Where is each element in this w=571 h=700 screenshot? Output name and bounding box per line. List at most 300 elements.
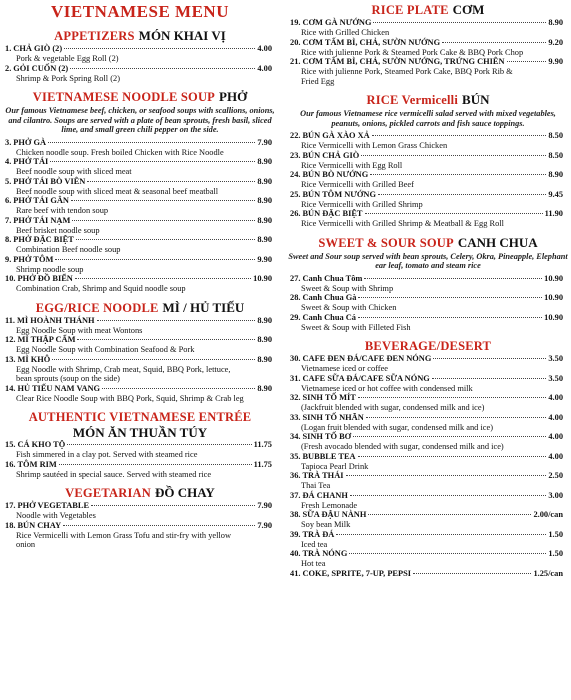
menu-section — [287, 92, 569, 229]
item-name: SINH TỐ BƠ — [302, 432, 352, 442]
menu-section — [287, 338, 569, 579]
item-description: bean sprouts (soup on the side) — [16, 374, 120, 384]
section-title-vn: MÌ / HỦ TIẾU — [162, 299, 245, 315]
section-title-vn: BÚN — [462, 92, 490, 107]
item-name: PHỞ TÔM — [13, 254, 54, 264]
section-title-vn: PHỞ — [219, 89, 248, 104]
item-description: Combination Beef noodle soup — [16, 245, 121, 255]
dot-leader — [70, 68, 255, 69]
item-description: (Fresh avocado blended with sugar, condensed milk and ice) — [301, 442, 504, 452]
item-number: 20. — [290, 37, 301, 47]
menu-item-row — [287, 530, 569, 540]
item-name: COKE, SPRITE, 7-UP, PEPSI — [302, 568, 412, 578]
dot-leader — [55, 259, 255, 260]
menu-item-row — [287, 413, 569, 423]
menu-item — [2, 521, 278, 550]
menu-item — [287, 569, 569, 579]
menu-item — [2, 335, 278, 355]
section-subtitle: MÓN ĂN THUẦN TÚY — [72, 425, 208, 441]
menu-item — [287, 549, 569, 569]
item-name: BÚN CHAY — [17, 520, 62, 530]
menu-item — [2, 235, 278, 255]
menu-item-row — [2, 44, 278, 54]
item-name: BÚN CHẢ GIÒ — [302, 150, 360, 160]
item-name: SINH TỐ NHÃN — [302, 412, 364, 422]
menu-item — [2, 64, 278, 84]
dot-leader — [71, 200, 255, 201]
item-price: 8.90 — [548, 170, 563, 180]
item-description: Beef noodle soup with sliced meat & seasonal beef meatball — [16, 186, 219, 196]
menu-item-row — [287, 18, 569, 28]
item-name: CÁ KHO TỘ — [17, 440, 66, 450]
item-name: CAFE ĐEN ĐÁ/CAFE ĐEN NÓNG — [302, 354, 432, 364]
section-description: Our famous Vietnamese rice vermicelli salad served with mixed vegetables, peanuts, onions, pickled carrots and fish sauce toppings. — [300, 109, 556, 128]
dot-leader — [349, 553, 546, 554]
item-description: Egg Noodle Soup with meat Wontons — [16, 325, 143, 335]
menu-item-row — [287, 569, 569, 579]
menu-item-row — [287, 209, 569, 219]
item-name: CAFE SỮA ĐÁ/CAFE SỮA NÓNG — [302, 373, 430, 383]
menu-item-row — [287, 131, 569, 141]
item-price: 8.90 — [257, 176, 272, 186]
item-description: Beef noodle soup with sliced meat — [16, 167, 132, 177]
item-number: 29. — [290, 312, 301, 322]
menu-item — [2, 384, 278, 404]
item-number: 40. — [290, 549, 301, 559]
item-number: 25. — [290, 189, 301, 199]
item-name: MÌ THẬP CẨM — [17, 335, 76, 345]
menu-item-row — [287, 274, 569, 284]
section-heading — [2, 89, 278, 105]
menu-item-row — [287, 374, 569, 384]
item-price: 7.90 — [257, 520, 272, 530]
item-number: 35. — [290, 451, 301, 461]
section-title-vn: CƠM — [452, 2, 485, 17]
menu-item — [2, 138, 278, 158]
menu-section — [2, 28, 278, 83]
dot-leader — [353, 436, 546, 437]
menu-item-row — [2, 274, 278, 284]
section-title-vn: ĐỒ CHAY — [154, 485, 215, 501]
item-name: BÚN ĐẶC BIỆT — [302, 209, 363, 219]
item-price: 10.90 — [544, 273, 563, 283]
item-number: 11. — [5, 315, 16, 325]
menu-item — [2, 44, 278, 64]
item-price: 4.00 — [257, 63, 272, 73]
item-price: 8.90 — [257, 157, 272, 167]
item-name: CƠM TẤM BÌ, CHẢ, SƯỜN NƯỚNG — [302, 37, 441, 47]
item-name: PHỞ GÀ — [13, 137, 47, 147]
item-number: 1. — [5, 44, 12, 53]
item-number: 34. — [290, 432, 301, 442]
section-title-vn: CANH CHUA — [457, 234, 538, 250]
menu-title: VIETNAMESE MENU — [51, 2, 229, 21]
item-name: BÚN TÔM NƯỚNG — [302, 189, 376, 199]
item-number: 32. — [290, 393, 301, 403]
item-number: 8. — [5, 235, 12, 245]
dot-leader — [365, 213, 543, 214]
menu-item — [287, 432, 569, 452]
section-heading — [287, 235, 569, 251]
menu-item — [287, 190, 569, 210]
item-description: Rice with Grilled Chicken — [301, 28, 390, 37]
item-description: Vietnamese iced or coffee — [301, 364, 388, 374]
right-sections — [287, 2, 569, 579]
item-name: GỎI CUỐN (2) — [13, 63, 69, 73]
dot-leader — [64, 48, 255, 49]
dot-leader — [373, 22, 546, 23]
item-description: Beef brisket noodle soup — [16, 225, 100, 235]
item-description: Chicken noodle soup. Fresh boiled Chicken with Rice Noodle — [16, 147, 224, 157]
item-price: 8.90 — [257, 335, 272, 345]
dot-leader — [50, 161, 255, 162]
section-heading — [287, 338, 569, 354]
item-name: TRÀ THÁI — [302, 471, 344, 481]
item-number: 10. — [5, 274, 16, 284]
item-price: 1.25/can — [533, 568, 563, 578]
menu-section — [287, 235, 569, 333]
section-title-en: VEGETARIAN — [65, 486, 151, 501]
menu-item-row — [2, 196, 278, 206]
item-price: 9.45 — [548, 189, 563, 199]
dot-leader — [350, 495, 547, 496]
dot-leader — [358, 317, 542, 318]
menu-item — [287, 131, 569, 151]
item-name: ĐÁ CHANH — [302, 490, 348, 500]
item-description: Sweet & Soup with Chicken — [301, 303, 397, 313]
item-number: 24. — [290, 170, 301, 180]
item-name: TÔM RIM — [17, 459, 57, 469]
menu-item — [287, 452, 569, 472]
item-price: 11.75 — [253, 459, 272, 469]
item-description: Shrimp sautéed in special sauce. Served with steamed rice — [16, 469, 212, 479]
item-name: Canh Chua Cá — [302, 312, 356, 322]
dot-leader — [442, 42, 546, 43]
item-description: Pork & vegetable Egg Roll (2) — [16, 54, 119, 63]
menu-item-row — [2, 460, 278, 470]
dot-leader — [346, 475, 547, 476]
section-heading — [287, 2, 569, 18]
dot-leader — [361, 155, 546, 156]
menu-item-row — [2, 501, 278, 511]
item-price: 7.90 — [257, 501, 272, 511]
menu-item-row — [287, 510, 569, 520]
section-heading — [287, 92, 569, 108]
menu-item — [2, 177, 278, 197]
item-number: 14. — [5, 383, 16, 393]
dot-leader — [67, 444, 251, 445]
item-description: Rice with julienne Pork, Steamed Pork Cake, BBQ Pork Rib & — [301, 67, 513, 76]
item-price: 8.90 — [257, 383, 272, 393]
menu-item — [287, 530, 569, 550]
item-number: 13. — [5, 354, 16, 364]
item-description: Soy bean Milk — [301, 520, 351, 530]
dot-leader — [372, 135, 547, 136]
dot-leader — [59, 464, 252, 465]
item-number: 31. — [290, 373, 301, 383]
item-price: 8.50 — [548, 150, 563, 160]
left-column — [2, 0, 278, 550]
item-description: Vietnamese iced or hot coffee with condensed milk — [301, 383, 473, 393]
item-description: Sweet & Soup with Filleted Fish — [301, 322, 411, 332]
menu-item-row — [2, 440, 278, 450]
item-description: Egg Noodle with Shrimp, Crab meat, Squid, BBQ Pork, lettuce, — [16, 364, 231, 374]
section-heading — [2, 485, 278, 501]
dot-leader — [52, 359, 255, 360]
item-number: 17. — [5, 501, 16, 511]
item-price: 4.00 — [257, 44, 272, 53]
item-price: 10.90 — [544, 312, 563, 322]
item-name: MÌ HOÀNH THÁNH — [17, 315, 95, 325]
item-number: 21. — [290, 57, 301, 66]
menu-item-row — [2, 216, 278, 226]
menu-item-row — [287, 491, 569, 501]
dot-leader — [432, 378, 547, 379]
menu-item — [2, 274, 278, 294]
menu-item-row — [287, 293, 569, 303]
item-number: 12. — [5, 335, 16, 345]
item-description: Rice Vermicelli with Grilled Shrimp — [301, 199, 423, 209]
menu-item-row — [287, 313, 569, 323]
item-price: 2.50 — [548, 471, 563, 481]
item-name: SỮA ĐẬU NÀNH — [302, 510, 367, 520]
section-title-en: SWEET & SOUR SOUP — [318, 235, 454, 250]
item-number: 38. — [290, 510, 301, 520]
menu-section — [2, 409, 278, 479]
menu-item — [287, 18, 569, 38]
menu-item — [2, 196, 278, 216]
menu-item-row — [287, 38, 569, 48]
item-number: 22. — [290, 131, 301, 141]
item-name: PHỞ TÁI GÂN — [13, 196, 69, 206]
item-number: 41. — [290, 568, 301, 578]
menu-item-row — [287, 549, 569, 559]
item-description: Rice Vermicelli with Grilled Beef — [301, 180, 414, 190]
item-price: 4.00 — [548, 432, 563, 442]
item-number: 33. — [290, 412, 301, 422]
menu-section — [2, 89, 278, 294]
left-sections — [2, 28, 278, 550]
dot-leader — [76, 239, 256, 240]
menu-item — [2, 355, 278, 384]
menu-item — [287, 209, 569, 229]
section-title-en: VIETNAMESE NOODLE SOUP — [32, 90, 216, 104]
menu-item — [287, 57, 569, 86]
dot-leader — [63, 525, 255, 526]
item-number: 6. — [5, 196, 12, 206]
item-price: 3.50 — [548, 373, 563, 383]
item-description: Shrimp noodle soup — [16, 264, 84, 274]
item-price: 1.50 — [548, 529, 563, 539]
item-number: 36. — [290, 471, 301, 481]
menu-item-row — [2, 157, 278, 167]
item-price: 9.90 — [548, 57, 563, 66]
dot-leader — [72, 220, 255, 221]
item-name: PHỞ TÁI NẠM — [13, 215, 71, 225]
dot-leader — [413, 573, 531, 574]
section-title-en: RICE PLATE — [371, 3, 449, 17]
item-price: 9.20 — [548, 37, 563, 47]
item-name: Canh Chua Tôm — [302, 273, 363, 283]
item-price: 9.90 — [257, 254, 272, 264]
item-name: TRÀ NÓNG — [302, 549, 348, 559]
menu-item — [287, 393, 569, 413]
menu-item-row — [2, 64, 278, 74]
section-heading — [2, 28, 278, 44]
item-description: Fish simmered in a clay pot. Served with steamed rice — [16, 450, 198, 460]
item-description: Clear Rice Noodle Soup with BBQ Pork, Squid, Shrimp & Crab leg — [16, 393, 244, 403]
item-description: Thai Tea — [301, 481, 331, 491]
dot-leader — [366, 417, 547, 418]
item-price: 8.90 — [257, 315, 272, 325]
menu-item — [287, 471, 569, 491]
item-number: 18. — [5, 520, 16, 530]
dot-leader — [48, 142, 255, 143]
menu-item-row — [2, 177, 278, 187]
menu-item — [287, 313, 569, 333]
menu-item — [2, 440, 278, 460]
menu-section — [2, 300, 278, 404]
item-name: CƠM GÀ NƯỚNG — [302, 18, 372, 27]
item-price: 3.50 — [548, 354, 563, 364]
item-description: Rice Vermicelli with Lemon Grass Chicken — [301, 141, 448, 151]
menu-item-row — [2, 335, 278, 345]
item-description: Sweet & Soup with Shrimp — [301, 283, 394, 293]
item-description: Rice Vermicelli with Egg Roll — [301, 160, 403, 170]
menu-item-row — [2, 235, 278, 245]
item-description: Shrimp & Pork Spring Roll (2) — [16, 73, 120, 83]
item-description: Rice Vermicelli with Lemon Grass Tofu and stir-fry with yellow — [16, 530, 232, 540]
menu-item — [287, 274, 569, 294]
item-name: SINH TỐ MÍT — [302, 393, 356, 403]
item-description: Iced tea — [301, 539, 328, 549]
item-price: 8.50 — [548, 131, 563, 141]
item-number: 37. — [290, 490, 301, 500]
dot-leader — [97, 320, 256, 321]
dot-leader — [75, 278, 251, 279]
item-number: 9. — [5, 254, 12, 264]
menu-item-row — [2, 138, 278, 148]
item-description: Noodle with Vegetables — [16, 511, 96, 521]
menu-item — [287, 354, 569, 374]
menu-item-row — [287, 393, 569, 403]
item-price: 8.90 — [257, 354, 272, 364]
menu-item-row — [287, 190, 569, 200]
dot-leader — [378, 194, 546, 195]
section-title-en: EGG/RICE NOODLE — [35, 300, 159, 315]
item-description: Combination Crab, Shrimp and Squid noodle soup — [16, 284, 186, 294]
dot-leader — [433, 358, 546, 359]
item-name: TRÀ ĐÁ — [302, 529, 335, 539]
menu-item-row — [287, 432, 569, 442]
item-price: 7.90 — [257, 137, 272, 147]
dot-leader — [358, 297, 542, 298]
item-price: 4.00 — [548, 451, 563, 461]
item-number: 23. — [290, 150, 301, 160]
item-number: 15. — [5, 440, 16, 450]
item-price: 8.90 — [257, 215, 272, 225]
section-title-en: APPETIZERS — [54, 29, 135, 43]
menu-item — [2, 501, 278, 521]
item-price: 1.50 — [548, 549, 563, 559]
menu-item — [287, 38, 569, 58]
dot-leader — [102, 388, 255, 389]
item-price: 11.90 — [544, 209, 563, 219]
item-price: 4.00 — [548, 393, 563, 403]
dot-leader — [91, 505, 255, 506]
item-price: 3.00 — [548, 490, 563, 500]
menu-item — [287, 293, 569, 313]
dot-leader — [77, 339, 255, 340]
dot-leader — [370, 174, 546, 175]
menu-item — [2, 157, 278, 177]
menu-item-row — [287, 170, 569, 180]
item-number: 7. — [5, 215, 12, 225]
item-description: (Jackfruit blended with sugar, condensed milk and ice) — [301, 403, 485, 413]
right-column — [287, 0, 569, 579]
section-heading — [2, 300, 278, 316]
dot-leader — [368, 514, 531, 515]
menu-item-row — [287, 151, 569, 161]
menu-item-row — [287, 471, 569, 481]
item-price: 8.90 — [257, 235, 272, 245]
item-price: 10.90 — [253, 274, 272, 284]
item-number: 39. — [290, 529, 301, 539]
item-number: 28. — [290, 293, 301, 303]
item-number: 26. — [290, 209, 301, 219]
item-description: (Logan fruit blended with sugar, condensed milk and ice) — [301, 422, 493, 432]
item-name: Canh Chua Gà — [302, 293, 357, 303]
item-name: PHỞ ĐẶC BIỆT — [13, 235, 74, 245]
item-description: Rice Vermicelli with Grilled Shrimp & Meatball & Egg Roll — [301, 219, 504, 229]
menu-item — [287, 491, 569, 511]
item-name: PHỞ TÁI — [13, 157, 49, 167]
item-name: PHỞ VEGETABLE — [17, 501, 90, 511]
item-price: 10.90 — [544, 293, 563, 303]
item-name: HỦ TIẾU NAM VANG — [17, 383, 101, 393]
item-description: Tapioca Pearl Drink — [301, 461, 369, 471]
item-description: Rare beef with tendon soup — [16, 206, 109, 216]
item-number: 19. — [290, 18, 301, 27]
dot-leader — [336, 534, 546, 535]
menu-item — [287, 374, 569, 394]
menu-item-row — [2, 384, 278, 394]
menu-item — [287, 170, 569, 190]
section-title-en: BEVERAGE/DESERT — [364, 339, 492, 354]
menu-item-row — [287, 452, 569, 462]
item-number: 30. — [290, 354, 301, 364]
dot-leader — [507, 61, 547, 62]
menu-item — [2, 316, 278, 336]
section-title-en: RICE Vermicelli — [366, 93, 459, 107]
section-description: Our famous Vietnamese beef, chicken, or seafood soups with scallions, onions, and cilantro. Soups are served with a plate of bean sprouts, fresh basil, sliced lime, and small green chili pepper on the side. — [5, 106, 275, 135]
menu-item — [287, 151, 569, 171]
item-name: BÚN GÀ XÀO XẢ — [302, 131, 370, 141]
item-price: 11.75 — [253, 440, 272, 450]
menu-item-row — [287, 354, 569, 364]
menu-item — [287, 510, 569, 530]
item-number: 4. — [5, 157, 12, 167]
section-title-vn: MÓN KHAI VỊ — [138, 28, 226, 43]
item-description: Fresh Lemonade — [301, 500, 358, 510]
menu-item-row — [2, 255, 278, 265]
item-price: 8.90 — [548, 18, 563, 27]
menu-item-row — [287, 57, 569, 67]
item-price: 8.90 — [257, 196, 272, 206]
item-description: Rice with julienne Pork & Steamed Pork Cake & BBQ Pork Chop — [301, 47, 524, 57]
item-number: 5. — [5, 176, 12, 186]
item-number: 27. — [290, 273, 301, 283]
